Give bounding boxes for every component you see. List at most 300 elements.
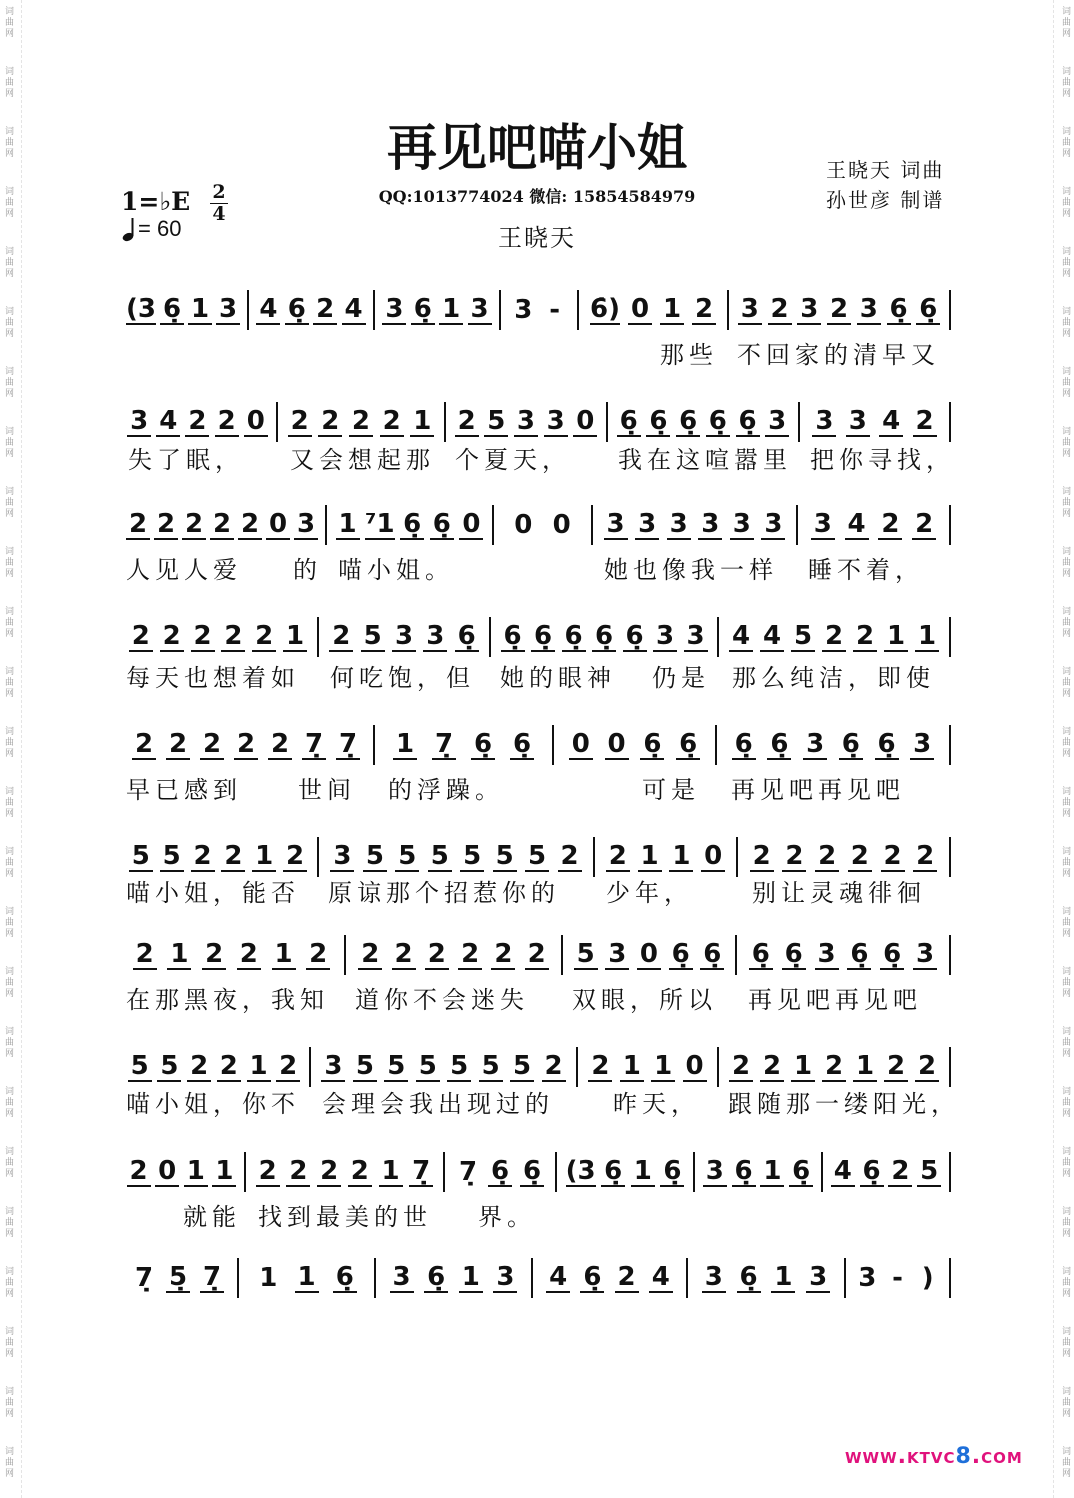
side-watermark-text: 词曲网 xyxy=(1060,306,1070,339)
note: 1 xyxy=(184,1157,208,1187)
measure xyxy=(118,1151,245,1193)
measure xyxy=(799,401,950,443)
note: 1 xyxy=(167,940,191,970)
singer-name: 王晓天 xyxy=(498,224,576,252)
side-watermark-text: 词曲网 xyxy=(1060,366,1070,399)
measure xyxy=(374,289,500,331)
note: 2 xyxy=(768,295,792,325)
lyric-phrase: 她也像我一样 xyxy=(604,556,778,584)
note: 1 xyxy=(760,1157,784,1187)
note: 3 xyxy=(330,842,354,872)
note: 5 xyxy=(484,407,508,437)
lyric-phrase: 可是 xyxy=(642,776,700,804)
lyric-phrase: 又会想起那 xyxy=(290,446,435,474)
barline xyxy=(949,505,951,545)
note: 1 xyxy=(651,1052,675,1082)
note: 6̣ xyxy=(601,1157,625,1187)
measure xyxy=(577,1046,718,1088)
note: 1 xyxy=(660,295,684,325)
note: 0 xyxy=(155,1157,179,1187)
barline xyxy=(949,402,951,442)
note: 2 xyxy=(380,407,404,437)
note: 6̣ xyxy=(847,940,871,970)
barline xyxy=(949,935,951,975)
lyric-phrase: 再见吧再见吧 xyxy=(748,986,922,1014)
note: 1 xyxy=(212,1157,236,1187)
note: 2 xyxy=(313,295,337,325)
side-watermark-text: 词曲网 xyxy=(3,786,13,819)
note: 3 xyxy=(382,295,406,325)
score-line xyxy=(0,401,1074,443)
note: 6̣ xyxy=(531,622,555,652)
note: 1 xyxy=(791,1052,815,1082)
measure xyxy=(556,1151,694,1193)
side-watermark-text: 词曲网 xyxy=(1060,1146,1070,1179)
score-line xyxy=(0,1257,1074,1299)
note: 4 xyxy=(879,407,903,437)
side-watermark-text: 词曲网 xyxy=(3,426,13,459)
side-watermark-text: 词曲网 xyxy=(1060,486,1070,519)
note: 0 xyxy=(573,407,597,437)
note: (3 xyxy=(565,1156,596,1186)
side-watermark-text: 词曲网 xyxy=(1060,726,1070,759)
measure xyxy=(594,836,737,878)
note: 5 xyxy=(353,1052,377,1082)
note: 2 xyxy=(349,407,373,437)
note: 6̣ xyxy=(510,730,534,760)
measure xyxy=(118,289,248,331)
lyric-phrase: 那些 xyxy=(660,341,718,369)
side-watermark-text: 词曲网 xyxy=(1060,666,1070,699)
note: 2 xyxy=(915,1052,939,1082)
note: 0 xyxy=(266,510,290,540)
measure xyxy=(310,1046,577,1088)
note: 4 xyxy=(845,510,869,540)
side-watermark-text: 词曲网 xyxy=(3,1446,13,1479)
lyric-phrase: 喵小姐。 xyxy=(338,556,454,584)
note: 6̣ xyxy=(860,1157,884,1187)
note: 2 xyxy=(237,940,261,970)
note: 3 xyxy=(812,407,836,437)
note: 2 xyxy=(491,940,515,970)
note: 5 xyxy=(129,842,153,872)
note: 2 xyxy=(160,622,184,652)
measure xyxy=(694,1151,822,1193)
credits xyxy=(826,155,944,215)
note: 6̣ xyxy=(782,940,806,970)
note: 2 xyxy=(268,730,292,760)
note: 2 xyxy=(884,1052,908,1082)
side-watermark-text: 词曲网 xyxy=(3,906,13,939)
note: 1 xyxy=(638,842,662,872)
note: 2 xyxy=(913,407,937,437)
side-watermark-text: 词曲网 xyxy=(3,606,13,639)
measure xyxy=(592,504,797,546)
note: 2 xyxy=(129,622,153,652)
note: 2 xyxy=(912,510,936,540)
score-line xyxy=(0,1046,1074,1088)
note: 3 xyxy=(294,510,318,540)
note: 4 xyxy=(342,295,366,325)
lyric-phrase: 仍是 xyxy=(652,664,710,692)
note: 3 xyxy=(544,407,568,437)
note: 2 xyxy=(455,407,479,437)
note: 3 xyxy=(846,407,870,437)
note: 3 xyxy=(392,622,416,652)
note: 6̣ xyxy=(592,622,616,652)
note: 6̣ xyxy=(471,730,495,760)
lyric-line xyxy=(0,444,1074,476)
note: 6̣ xyxy=(455,622,479,652)
side-watermark-text: 词曲网 xyxy=(1060,906,1070,939)
note: 2 xyxy=(126,510,150,540)
tempo-marking: = 60 xyxy=(138,216,182,241)
note: 7̣ xyxy=(409,1157,433,1187)
side-watermark-text: 词曲网 xyxy=(3,366,13,399)
lyric-phrase: 会理会我出现过的 xyxy=(322,1090,554,1118)
note: 1 xyxy=(915,622,939,652)
note: 2 xyxy=(154,510,178,540)
measure xyxy=(797,504,950,546)
note: 5̣ xyxy=(166,1263,190,1293)
measure xyxy=(118,1046,310,1088)
side-watermark-text: 词曲网 xyxy=(3,1266,13,1299)
lyric-phrase: 早已感到 xyxy=(126,776,242,804)
side-watermark-text: 词曲网 xyxy=(3,66,13,99)
note: 5 xyxy=(574,940,598,970)
note: (3 xyxy=(126,294,156,324)
measure xyxy=(118,616,318,658)
note: 3 xyxy=(321,1052,345,1082)
note: 3 xyxy=(797,295,821,325)
lyric-phrase: 不回家的清早又 xyxy=(737,341,940,369)
side-watermark-text: 词曲网 xyxy=(1060,966,1070,999)
side-watermark-text: 词曲网 xyxy=(3,846,13,879)
lyric-phrase: 昨天， xyxy=(613,1090,700,1118)
dash-extension: - xyxy=(892,1263,903,1293)
note: 2 xyxy=(221,842,245,872)
note: 0 xyxy=(701,842,725,872)
note: 6̣ xyxy=(411,295,435,325)
note: 1 xyxy=(631,1157,655,1187)
note: 7̣ xyxy=(336,730,360,760)
side-watermark-text: 词曲网 xyxy=(3,246,13,279)
side-watermark-text: 词曲网 xyxy=(1060,786,1070,819)
note: 6̣ xyxy=(501,622,525,652)
note: 6̣ xyxy=(676,407,700,437)
note: 6̣ xyxy=(617,407,641,437)
note: 4 xyxy=(831,1157,855,1187)
lyric-phrase: 每天也想着如 xyxy=(126,664,300,692)
note: 6̣ xyxy=(880,940,904,970)
note: 6̣ xyxy=(520,1157,544,1187)
measure xyxy=(562,934,736,976)
measure xyxy=(578,289,728,331)
barline xyxy=(949,617,951,657)
note: 3 xyxy=(604,510,628,540)
note: 2 xyxy=(329,622,353,652)
measure xyxy=(493,504,592,546)
note: 2 xyxy=(913,842,937,872)
note: 2 xyxy=(853,622,877,652)
side-watermark-text: 词曲网 xyxy=(1060,1086,1070,1119)
note: 2 xyxy=(822,622,846,652)
note: 3 xyxy=(730,510,754,540)
lyric-phrase: 把你寻找， xyxy=(810,446,955,474)
score-line xyxy=(0,724,1074,766)
note: 6̣ xyxy=(875,730,899,760)
note: 7̣ xyxy=(432,730,456,760)
note: 7̣ xyxy=(200,1263,224,1293)
measure xyxy=(845,1257,950,1299)
note: 6̣ xyxy=(732,730,756,760)
note: 2 xyxy=(458,940,482,970)
measure xyxy=(374,724,553,766)
measure xyxy=(318,616,490,658)
note: 1 xyxy=(283,622,307,652)
side-watermark-text: 词曲网 xyxy=(3,1386,13,1419)
note: 7̣ xyxy=(302,730,326,760)
note: 2 xyxy=(187,1052,211,1082)
note: 6̣ xyxy=(887,295,911,325)
note: 2 xyxy=(588,1052,612,1082)
site-watermark-suffix: .com xyxy=(971,1444,1023,1469)
note: 2 xyxy=(166,730,190,760)
note: 4 xyxy=(760,622,784,652)
lyric-phrase: 的 xyxy=(293,556,322,584)
note: 2 xyxy=(215,407,239,437)
time-signature-denominator: 4 xyxy=(212,203,226,225)
note: 6̣ xyxy=(749,940,773,970)
lyric-phrase: 跟随那一缕阳光， xyxy=(728,1090,960,1118)
note: 6̣ xyxy=(430,510,454,540)
note: 0 xyxy=(459,510,483,540)
note: 5 xyxy=(361,622,385,652)
note: 6̣ xyxy=(669,940,693,970)
note: 3 xyxy=(857,295,881,325)
measure xyxy=(118,401,277,443)
measure xyxy=(822,1151,950,1193)
measure xyxy=(118,934,345,976)
note: 2 xyxy=(692,295,716,325)
site-watermark xyxy=(845,1444,1023,1469)
note: 6̣ xyxy=(333,1263,357,1293)
side-watermark-text: 词曲网 xyxy=(3,546,13,579)
side-watermark-text: 词曲网 xyxy=(3,1206,13,1239)
note: 3 xyxy=(913,940,937,970)
note: 2 xyxy=(132,730,156,760)
time-signature-numerator: 2 xyxy=(212,181,226,203)
note: 2 xyxy=(182,510,206,540)
side-watermark-text: 词曲网 xyxy=(1060,1326,1070,1359)
measure xyxy=(736,934,950,976)
note: 6̣ xyxy=(839,730,863,760)
note: 2 xyxy=(318,407,342,437)
measure xyxy=(445,401,607,443)
note: 5 xyxy=(416,1052,440,1082)
note: 0 xyxy=(569,730,593,760)
note: 2 xyxy=(558,842,582,872)
note: 1 xyxy=(188,295,212,325)
note: 3 xyxy=(423,622,447,652)
lyric-phrase: 找到最美的世 xyxy=(258,1203,432,1231)
measure xyxy=(553,724,716,766)
lyric-line xyxy=(0,339,1074,371)
note: 0 xyxy=(605,730,629,760)
side-watermark-text: 词曲网 xyxy=(3,966,13,999)
note: 5 xyxy=(447,1052,471,1082)
note: 2 xyxy=(127,1157,151,1187)
note: 3 xyxy=(605,940,629,970)
side-watermark-text: 词曲网 xyxy=(3,486,13,519)
note: 6̣ xyxy=(660,1157,684,1187)
note: 2 xyxy=(425,940,449,970)
note: 1 xyxy=(252,842,276,872)
measure xyxy=(607,401,799,443)
site-watermark-digit: 8 xyxy=(955,1444,972,1469)
side-watermark-text: 词曲网 xyxy=(3,1326,13,1359)
note: 3 xyxy=(815,940,839,970)
note: 2 xyxy=(888,1157,912,1187)
side-watermark-text: 词曲网 xyxy=(1060,1026,1070,1059)
note: 3 xyxy=(493,1263,517,1293)
note: 1 xyxy=(669,842,693,872)
note: 0 xyxy=(628,295,652,325)
measure xyxy=(238,1257,375,1299)
lyric-phrase: 再见吧再见吧 xyxy=(731,776,905,804)
measure xyxy=(118,504,326,546)
measure xyxy=(490,616,718,658)
note: 1 xyxy=(295,1263,319,1293)
quarter-note-icon xyxy=(121,216,137,246)
note: 5 xyxy=(917,1157,941,1187)
note: 2 xyxy=(191,842,215,872)
lyric-phrase: 何吃饱，但 xyxy=(330,664,475,692)
note: 1 xyxy=(259,1263,278,1293)
lyric-phrase: 人见人爱 xyxy=(126,556,242,584)
side-watermark-text: 词曲网 xyxy=(1060,606,1070,639)
note: 5 xyxy=(460,842,484,872)
side-watermark-text: 词曲网 xyxy=(1060,546,1070,579)
note: 6̣ xyxy=(789,1157,813,1187)
side-watermark-text: 词曲网 xyxy=(3,186,13,219)
note: 5 xyxy=(395,842,419,872)
lyric-phrase: 在那黑夜，我知 xyxy=(126,986,329,1014)
note: 2 xyxy=(750,842,774,872)
note: 5 xyxy=(510,1052,534,1082)
note: 2 xyxy=(782,842,806,872)
note: 5 xyxy=(493,842,517,872)
note: 2 xyxy=(286,1157,310,1187)
lyric-phrase: 界。 xyxy=(478,1203,536,1231)
note: 1 xyxy=(884,622,908,652)
lyric-phrase: 别让灵魂徘徊 xyxy=(752,879,926,907)
note: 6̣ xyxy=(706,407,730,437)
note: 1 xyxy=(272,940,296,970)
note: 3 xyxy=(703,1157,727,1187)
lyric-line xyxy=(0,774,1074,806)
lyric-phrase: 喵小姐，你不 xyxy=(126,1090,300,1118)
note: 6̣ xyxy=(736,407,760,437)
note: 2 xyxy=(133,940,157,970)
score-line xyxy=(0,289,1074,331)
note: 5 xyxy=(160,842,184,872)
note: 2 xyxy=(606,842,630,872)
note: 7̣ xyxy=(458,1157,478,1187)
lyricist-composer-credit: 王晓天 词曲 xyxy=(826,158,945,182)
song-title: 再见吧喵小姐 xyxy=(387,118,687,177)
note: 1 xyxy=(393,730,417,760)
site-watermark-prefix: www.ktvc xyxy=(845,1444,956,1469)
barline xyxy=(949,1258,951,1298)
note: 2 xyxy=(392,940,416,970)
lyric-line xyxy=(0,1201,1074,1233)
note: 2 xyxy=(827,295,851,325)
measure xyxy=(248,289,374,331)
note: 0 xyxy=(514,510,533,540)
side-watermark-text: 词曲网 xyxy=(3,1086,13,1119)
note: 2 xyxy=(276,1052,300,1082)
lyric-phrase: 双眼，所以 xyxy=(572,986,717,1014)
side-watermark-text: 词曲网 xyxy=(1060,1206,1070,1239)
note: 6̣ xyxy=(646,407,670,437)
note: 6̣ xyxy=(580,1263,604,1293)
note: 2 xyxy=(256,1157,280,1187)
note: 2 xyxy=(729,1052,753,1082)
note: 0 xyxy=(683,1052,707,1082)
note: 2 xyxy=(525,940,549,970)
side-watermark-text: 词曲网 xyxy=(1060,1266,1070,1299)
note: 6̣ xyxy=(160,295,184,325)
lyric-phrase: 就能 xyxy=(183,1203,241,1231)
side-watermark-text: 词曲网 xyxy=(1060,1446,1070,1479)
note: 5 xyxy=(363,842,387,872)
note: 3 xyxy=(698,510,722,540)
measure xyxy=(326,504,493,546)
measure xyxy=(277,401,445,443)
note: 5 xyxy=(428,842,452,872)
note: 6̣ xyxy=(737,1263,761,1293)
note: 2 xyxy=(210,510,234,540)
transcriber-credit: 孙世彦 制谱 xyxy=(826,188,945,212)
side-watermark-text: 词曲网 xyxy=(3,6,13,39)
measure xyxy=(687,1257,845,1299)
note: 2 xyxy=(348,1157,372,1187)
note: 3 xyxy=(910,730,934,760)
note: 5 xyxy=(128,1052,152,1082)
contact-info: QQ:1013774024 微信: 15854584979 xyxy=(378,187,696,206)
note: ⁷1 xyxy=(365,509,395,539)
time-signature xyxy=(208,183,230,224)
lyric-phrase: 失了眠， xyxy=(128,446,244,474)
note: 1 xyxy=(410,407,434,437)
note: 5 xyxy=(157,1052,181,1082)
lyric-phrase: 她的眼神 xyxy=(500,664,616,692)
note: 3 xyxy=(806,1263,830,1293)
measure xyxy=(444,1151,556,1193)
note: 2 xyxy=(252,622,276,652)
side-watermark-text: 词曲网 xyxy=(3,126,13,159)
side-watermark-text: 词曲网 xyxy=(1060,126,1070,159)
note: 3 xyxy=(216,295,240,325)
note: 3 xyxy=(653,622,677,652)
barline xyxy=(949,290,951,330)
note: 5 xyxy=(791,622,815,652)
barline xyxy=(949,1152,951,1192)
measure xyxy=(716,724,950,766)
note: 3 xyxy=(468,295,492,325)
note: 6̣ xyxy=(400,510,424,540)
